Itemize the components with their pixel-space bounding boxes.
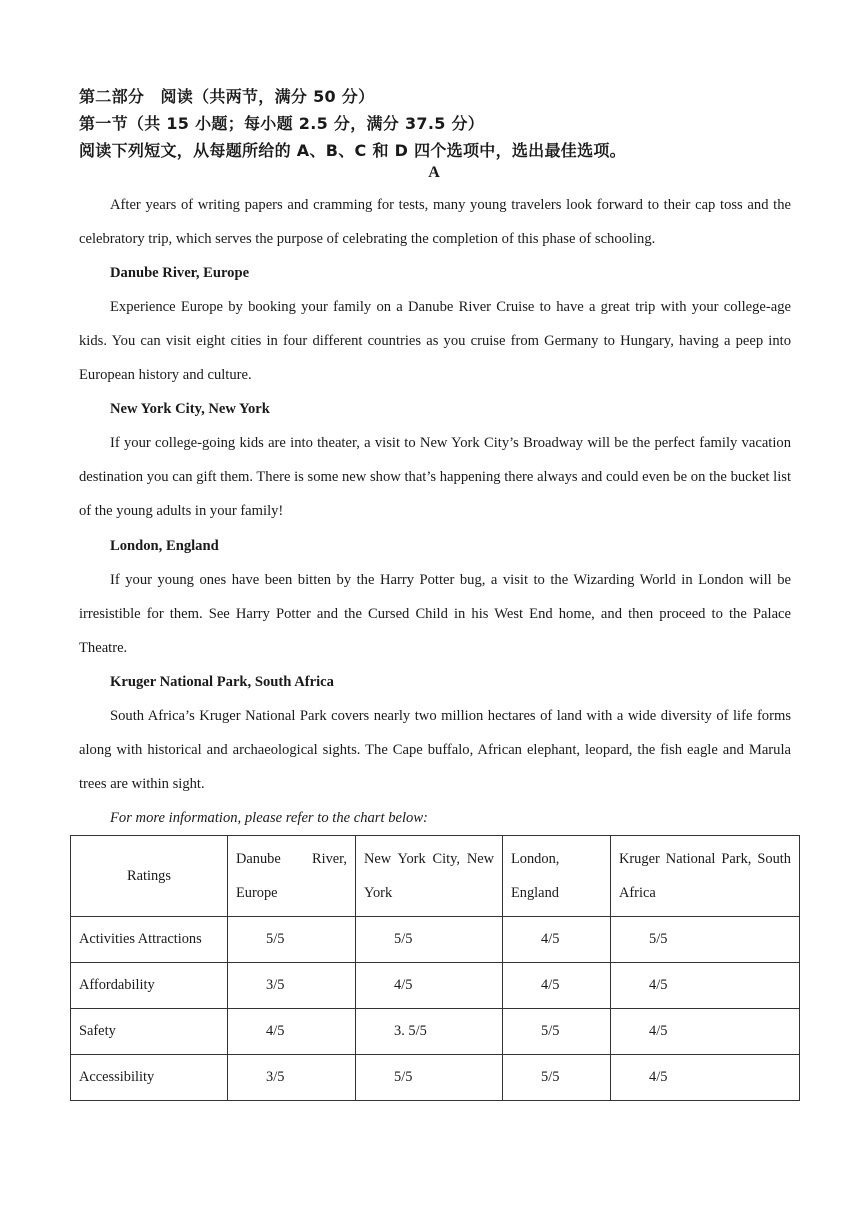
column-header: Danube River, Europe	[228, 836, 356, 917]
column-header: London, England	[503, 836, 611, 917]
row-label: Accessibility	[71, 1055, 228, 1101]
subsection-heading: 第一节（共 15 小题；每小题 2.5 分，满分 37.5 分）	[79, 114, 485, 133]
section-heading-kruger: Kruger National Park, South Africa	[110, 674, 334, 690]
table-cell: 4/5	[503, 963, 611, 1009]
section-text-new-york: If your college-going kids are into theater, a visit to New York City’s Broadway will be the perfect family vacation destination you can gift them. There is some new show that’s happening there always and could even be on the bucket list of the young adults in your family!	[79, 435, 791, 520]
table-row	[71, 1009, 800, 1055]
instructions: 阅读下列短文，从每题所给的 A、B、C 和 D 四个选项中，选出最佳选项。	[79, 141, 626, 160]
table-cell: 5/5	[611, 917, 800, 963]
table-cell: 3/5	[228, 1055, 356, 1101]
table-row	[71, 1055, 800, 1101]
column-header: New York City, New York	[356, 836, 503, 917]
intro-paragraph: After years of writing papers and cramming for tests, many young travelers look forward to their cap toss and the celebratory trip, which serves the purpose of celebrating the completion of this phase of schooling.	[79, 197, 791, 248]
section-heading-london: London, England	[110, 538, 219, 554]
row-label: Affordability	[71, 963, 228, 1009]
section-text-danube: Experience Europe by booking your family on a Danube River Cruise to have a great trip with your college-age kids. You can visit eight cities in four different countries as you cruise from Germany to Hungary, having a peep into European history and culture.	[79, 299, 791, 384]
table-cell: 5/5	[228, 917, 356, 963]
table-cell: 4/5	[356, 963, 503, 1009]
table-row	[71, 917, 800, 963]
section-heading-danube: Danube River, Europe	[110, 265, 250, 281]
table-cell: 4/5	[611, 963, 800, 1009]
section-text-kruger: South Africa’s Kruger National Park covers nearly two million hectares of land with a wide diversity of life forms along with historical and archaeological sights. The Cape buffalo, African elephant, leopard, the fish eagle and Marula trees are within sight.	[79, 708, 791, 793]
table-cell: 4/5	[611, 1009, 800, 1055]
table-cell: 4/5	[503, 917, 611, 963]
row-label: Activities Attractions	[71, 917, 228, 963]
chart-note: For more information, please refer to the chart below:	[110, 810, 428, 826]
passage-label: A	[428, 164, 440, 181]
section-text-london: If your young ones have been bitten by the Harry Potter bug, a visit to the Wizarding World in London will be irresistible for them. See Harry Potter and the Cursed Child in his West End home, and then proceed to the Palace Theatre.	[79, 572, 791, 657]
table-cell: 4/5	[228, 1009, 356, 1055]
table-cell: 4/5	[611, 1055, 800, 1101]
table-cell: 5/5	[356, 1055, 503, 1101]
table-cell: 3. 5/5	[356, 1009, 503, 1055]
section-heading-new-york: New York City, New York	[110, 401, 270, 417]
table-row	[71, 963, 800, 1009]
row-label: Safety	[71, 1009, 228, 1055]
table-cell: 5/5	[356, 917, 503, 963]
table-cell: 3/5	[228, 963, 356, 1009]
table-header-row	[71, 836, 800, 917]
section-heading: 第二部分 阅读（共两节，满分 50 分）	[79, 87, 375, 106]
table-cell: 5/5	[503, 1009, 611, 1055]
ratings-table	[70, 835, 800, 1101]
table-corner: Ratings	[71, 836, 228, 917]
table-cell: 5/5	[503, 1055, 611, 1101]
column-header: Kruger National Park, South Africa	[611, 836, 800, 917]
